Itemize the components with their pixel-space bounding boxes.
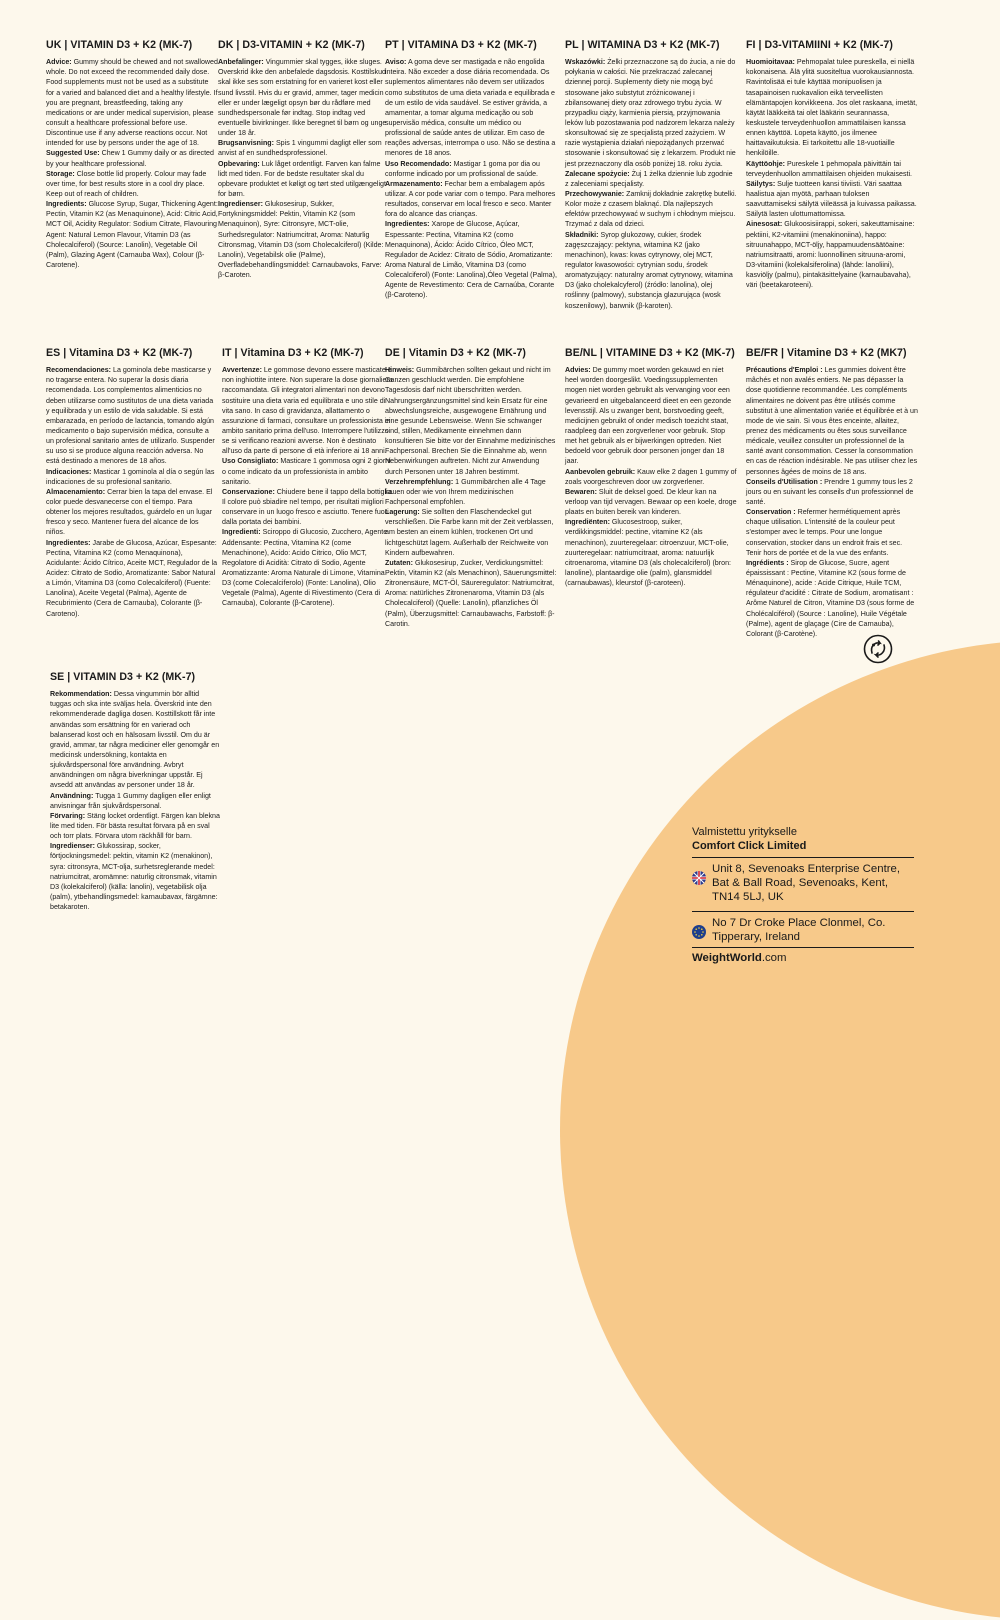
section-paragraph: Recomendaciones: La gominola debe masticarse y no tragarse entera. No superar la dosis diaria recomendada. Los complementos alimenticios no deben utilizarse como sustitutos de una dieta variada y equilibrada y un estilo de vida saludable. Si está embarazada, en período de lactancia, tomando algún medicamento o bajo supervisión médica, consulte a un profesional sanitario antes de utilizarlo. Suspender su uso si se produce alguna reacción adversa. No está destinado a menores de 18 años. (46, 366, 215, 466)
website[interactable]: WeightWorld.com (692, 947, 914, 965)
section-title: BE/FR | Vitamine D3 + K2 (MK7) (746, 347, 907, 359)
section-paragraph: Hinweis: Gummibärchen sollten gekaut und nicht im Ganzen geschluckt werden. Die empfohlene Tagesdosis darf nicht überschritten werden. Nahrungsergänzungsmittel sind kein Ersatz für eine abwechslungsreiche, ausgewogene Ernährung und eine gesunde Lebensweise. Wenn Sie schwanger sind, stillen, Medikamente einnehmen dann konsultieren Sie bitte vor der Einnahme medizinisches Fachpersonal. Brechen Sie die Einnahme ab, wenn Nebenwirkungen auftreten. Nicht zur Anwendung durch Personen unter 18 Jahren bestimmt. (385, 366, 556, 476)
uk-address: Unit 8, Sevenoaks Enterprise Centre, Bat & Ball Road, Sevenoaks, Kent, TN14 5LJ, UK (712, 862, 901, 904)
section-title: DK | D3-VITAMIN + K2 (MK-7) (218, 39, 365, 51)
section-paragraph: Ingredienser: Glukosesirup, Sukker, Fortykningsmiddel: Pektin, Vitamin K2 (som Menaquinon), Syre: Citronsyre, MCT-olie, Surhedsregulator: Natriumcitrat, Aroma: Naturlig Citronsmag, Vitamin D3 (som Cholecalciferol) (Kilde: Lanolin), Vegetabilsk olie (Palme), Overfladebehandlingsmiddel: Carnaubavoks, Farve: β-Caroten. (218, 200, 384, 280)
ie-address: No 7 Dr Croke Place Clonmel, Co. Tipperary, Ireland (712, 916, 886, 943)
section-paragraph: Förvaring: Stäng locket ordentligt. Färgen kan blekna lite med tiden. För bästa resultat förvara på en sval och torr plats. Förvara utom räckhåll för barn. (50, 811, 220, 841)
uk-address-row (692, 857, 914, 908)
section-paragraph: Conservazione: Chiudere bene il tappo della bottiglia. Il colore può sbiadire nel tempo, per risultati migliori conservare in un luogo fresco e asciutto. Tenere fuori dalla portata dei bambini. (222, 487, 394, 527)
section-pt (385, 38, 557, 301)
ie-address-row (692, 911, 914, 948)
section-title: PL | WITAMINA D3 + K2 (MK-7) (565, 39, 720, 51)
section-paragraph: Ingredientes: Jarabe de Glucosa, Azúcar, Espesante: Pectina, Vitamina K2 (como Menaquinona), Acidulante: Ácido Cítrico, Aceite MCT, Regulador de la Acidez: Citrato de Sodio, Aromatizante: Sabor Natural a Limón, Vitamina D3 (como Colecalciferol) (Fuente: Lanolina), Aceite Vegetal (Palma), Agente de Recubrimiento (Cera de Carnauba), Colorante (β-Caroteno). (46, 538, 218, 618)
section-paragraph: Conservation : Refermer hermétiquement après chaque utilisation. L'intensité de la couleur peut s'estomper avec le temps. Pour une longue conservation, stocker dans un endroit frais et sec. Tenir hors de portée et de la vue des enfants. (746, 508, 903, 557)
section-paragraph: Avvertenze: Le gommose devono essere masticate e non inghiottite intere. Non superare la dose giornaliera raccomandata. Gli integratori alimentari non devono sostituire una dieta varia ed equilibrata e uno stile di vita sano. In caso di gravidanza, allattamento o assunzione di farmaci, consultare un professionista in ambito sanitario prima dell'uso. Interrompere l'utilizzo se si verificano reazioni avverse. Non è destinato all'uso da parte di persone di età inferiore ai 18 anni. (222, 366, 393, 456)
section-paragraph: Składniki: Syrop glukozowy, cukier, środek zagęszczający: pektyna, witamina K2 (jako menachinon), kwas: kwas cytrynowy, olej MCT, regulator kwasowości: cytrynian sodu, środek aromatyzujący: naturalny aromat cytrynowy, witamina D3 (jako cholekalcyferol) (źródło: lanolina), olej roślinny (palmowy), substancja glazurująca (wosk koszenilowy), barwnik (β-karoten). (565, 230, 733, 310)
section-paragraph: Rekommendation: Dessa vingummin bör alltid tuggas och ska inte sväljas hela. Överskrid inte den rekommenderade dagliga dosen. Kosttillskott får inte användas som ersättning för en varierad och balanserad kost och en hälsosam livsstil. Om du är gravid, ammar, tar några mediciner eller genomgår en medicinsk undersökning, kontakta en sjukvårdspersonal före användning. Avbryt användningen om några biverkningar uppstår. Ej avsedd att användas av personer under 18 år. (50, 690, 220, 790)
section-paragraph: Säilytys: Sulje tuotteen kansi tiiviisti. Väri saattaa haalistua ajan myötä, parhaan tuloksen saavuttamiseksi säilytä viileässä ja kuivassa paikassa. Säilytä lasten ulottumattomissa. (746, 179, 917, 219)
section-paragraph: Zalecane spożycie: Żuj 1 żelka dziennie lub zgodnie z zaleceniami specjalisty. (565, 169, 733, 188)
section-title: FI | D3-VITAMIINI + K2 (MK-7) (746, 39, 893, 51)
section-paragraph: Ingredienser: Glukossirap, socker, förtjockningsmedel: pektin, vitamin K2 (menakinon), syra: citronsyra, MCT-olja, surhetsreglerande medel: natriumcitrat, aromämne: naturlig citronsmak, vitamin D3 (kolekalciferol) (källa: lanolin), vegetabilisk olja (palm), ytbehandlingsmedel: karnaubavax, färgämne: betakaroten. (50, 842, 218, 912)
section-paragraph: Ingredientes: Xarope de Glucose, Açúcar, Espessante: Pectina, Vitamina K2 (como Menaquinona), Ácido: Ácido Cítrico, Óleo MCT, Regulador de Acidez: Citrato de Sódio, Aromatizante: Aroma Natural de Limão, Vitamina D3 (como Colecalciferol) (Fonte: Lanolina),Óleo Vegetal (Palma), Agente de Revestimento: Cera de Carnaúba, Corante (β-Caroteno). (385, 220, 557, 300)
section-be-fr (746, 346, 918, 639)
section-paragraph: Przechowywanie: Zamknij dokładnie zakrętkę butelki. Kolor może z czasem blaknąć. Dla najlepszych efektów przechowywać w suchym i chłodnym miejscu. Trzymać z dala od dzieci. (565, 189, 737, 229)
section-title: ES | Vitamina D3 + K2 (MK-7) (46, 347, 193, 359)
orange-background-circle (560, 640, 1000, 1620)
section-paragraph: Almacenamiento: Cerrar bien la tapa del envase. El color puede desvanecerse con el tiempo. Para obtener los mejores resultados, guárdelo en un lugar fresco y seco. Mantener fuera del alcance de los niños. (46, 487, 213, 537)
section-paragraph: Ingrédients : Sirop de Glucose, Sucre, agent épaississant : Pectine, Vitamine K2 (sous forme de Ménaquinone), acide : Acide Citrique, Huile TCM, régulateur d'acidité : Citrate de Sodium, aromatisant : Arôme Naturel de Citron, Vitamine D3 (sous forme de Cholécalciférol) (Source : Lanoline), Huile Végétale (Palme), agent de glaçage (Cire de Carnauba), Colorant (β-Carotène). (746, 558, 915, 638)
section-paragraph: Verzehrempfehlung: 1 Gummibärchen alle 4 Tage kauen oder wie von Ihrem medizinischen Fachpersonal empfohlen. (385, 477, 546, 506)
section-title: IT | Vitamina D3 + K2 (MK-7) (222, 347, 364, 359)
section-paragraph: Ingredients: Glucose Syrup, Sugar, Thickening Agent: Pectin, Vitamin K2 (as Menaquinone), Acid: Citric Acid, MCT Oil, Acidity Regulator: Sodium Citrate, Flavouring Agent: Natural Lemon Flavour, Vitamin D3 (as Cholecalciferol) (Source: Lanolin), Vegetable Oil (Palm), Glazing Agent (Carnauba Wax), Colour (β-Carotene). (46, 200, 218, 269)
eu-flag-icon (692, 925, 706, 939)
section-paragraph: Armazenamento: Fechar bem a embalagem após utilizar. A cor pode variar com o tempo. Para melhores resultados, conservar em local fresco e seco. Manter fora do alcance das crianças. (385, 179, 556, 219)
section-paragraph: Storage: Close bottle lid properly. Colour may fade over time, for best results store in a cool dry place. Keep out of reach of children. (46, 169, 207, 198)
section-paragraph: Aanbevolen gebruik: Kauw elke 2 dagen 1 gummy of zoals voorgeschreven door uw zorgverlener. (565, 467, 737, 486)
section-paragraph: Précautions d'Emploi : Les gummies doivent être mâchés et non avalés entiers. Ne pas dépasser la dose quotidienne recommandée. Les compléments alimentaires ne doivent pas être utilisés comme substitut à une alimentation variée et équilibrée et à un mode de vie sain. Si vous êtes enceinte, allaitez, prenez des médicaments ou êtes sous surveillance médicale, veuillez consulter un professionnel de la santé avant consommation. Cesser la consommation en cas de réaction indésirable. Ne pas utiliser chez les personnes âgées de moins de 18 ans. (746, 366, 918, 476)
section-title: PT | VITAMINA D3 + K2 (MK-7) (385, 39, 537, 51)
section-paragraph: Ingredienti: Sciroppo di Glucosio, Zucchero, Agente Addensante: Pectina, Vitamina K2 (come Menachinone), Acido: Acido Citrico, Olio MCT, Regolatore di Acidità: Citrato di Sodio, Agente Aromatizzante: Aroma Naturale di Limone, Vitamina D3 (come Colecalciferolo) (Fonte: Lanolina), Olio Vegetale (Palma), Agente di Rivestimento (Cera di Carnauba), Colorante (β-Carotene). (222, 528, 388, 608)
section-pl (565, 38, 737, 311)
section-paragraph: Advice: Gummy should be chewed and not swallowed whole. Do not exceed the recommended daily dose. Food supplements must not be used as a substitute for a varied and balanced diet and a healthy lifestyle. If you are pregnant, breastfeeding, taking any medications or are under medical supervision, please consult a healthcare professional before use. Discontinue use if any adverse reactions occur. Not intended for use by persons under the age of 18. (46, 58, 218, 148)
section-paragraph: Användning: Tugga 1 Gummy dagligen eller enligt anvisningar från sjukvårdspersonal. (50, 791, 211, 810)
section-de (385, 346, 557, 629)
section-uk (46, 38, 218, 270)
section-be-nl (565, 346, 737, 588)
section-paragraph: Aviso: A goma deve ser mastigada e não engolida inteira. Não exceder a dose diária recomendada. Os suplementos alimentares não devem ser utilizados como substitutos de uma dieta variada e equilibrada e de um estilo de vida saudável. Se estiver grávida, a amamentar, a tomar alguma medicação ou sob supervisão médica, consulte um médico ou profissional de saúde antes de utilizar. Em caso de reações adversas, interrompa o uso. Não se destina a menores de 18 anos. (385, 58, 556, 158)
manufactured-for-label: Valmistettu yritykselle (692, 826, 797, 838)
section-es (46, 346, 218, 619)
company-info (692, 826, 914, 966)
section-paragraph: Uso Recomendado: Mastigar 1 goma por dia ou conforme indicado por um profissional de saúde. (385, 159, 540, 178)
section-paragraph: Huomioitavaa: Pehmopalat tulee pureskella, ei niellä kokonaisena. Älä ylitä suositeltua vuorokausiannosta. Ravintolisää ei tule käyttää monipuolisen ja tasapainoisen ruokavalion eikä terveellisten elämäntapojen korvikkeena. Jos olet raskaana, imetät, käytät lääkkeitä tai olet lääkärin seurannassa, keskustele terveydenhuollon ammattilaisen kanssa ennen käyttöä. Lopeta käyttö, jos ilmenee haittavaikutuksia. Ei tarkoitettu alle 18-vuotiaille henkilöille. (746, 58, 918, 158)
section-dk (218, 38, 390, 280)
section-it (222, 346, 394, 609)
section-paragraph: Käyttöohje: Pureskele 1 pehmopala päivittäin tai terveydenhuollon ammattilaisen ohjeiden mukaisesti. (746, 159, 913, 178)
section-paragraph: Lagerung: Sie sollten den Flaschendeckel gut verschließen. Die Farbe kann mit der Zeit verblassen, am besten an einem kühlen, trockenen Ort und lichtgeschützt lagern. Außerhalb der Reichweite von Kindern aufbewahren. (385, 508, 554, 557)
section-title: DE | Vitamin D3 + K2 (MK-7) (385, 347, 526, 359)
section-paragraph: Ainesosat: Glukoosisiirappi, sokeri, sakeuttamisaine: pektiini, K2-vitamiini (menakinoniina), happo: sitruunahappo, MCT-öljy, happamuudensäätöaine: natriumsitraatti, aromi: luonnollinen sitruuna-aromi, D3-vitamiini (kolekalsiferolina) (lähde: lanoliini), kasviöljy (palmu), pintakäsittelyaine (karnaubavaha), väri (beetakaroteeni). (746, 220, 915, 290)
section-paragraph: Suggested Use: Chew 1 Gummy daily or as directed by your healthcare professional. (46, 149, 214, 168)
section-paragraph: Bewaren: Sluit de deksel goed. De kleur kan na verloop van tijd vervagen. Bewaar op een koele, droge plaats en buiten bereik van kinderen. (565, 487, 737, 517)
section-title: SE | VITAMIN D3 + K2 (MK-7) (50, 671, 196, 683)
section-title: BE/NL | VITAMINE D3 + K2 (MK-7) (565, 347, 735, 359)
section-paragraph: Brugsanvisning: Spis 1 vingummi dagligt eller som anvist af en sundhedsprofessionel. (218, 139, 382, 158)
section-paragraph: Anbefalinger: Vingummier skal tygges, ikke sluges. Overskrid ikke den anbefalede dagsdosis. Kosttilskud skal ikke ses som erstatning for en varieret kost eller sund livsstil. Hvis du er gravid, ammer, tager medicin eller er under lægeligt opsyn bør du rådføre med sundhedspersonale før indtag. Stop indtag ved eventuelle bivirkninger. Ikke beregnet til børn og unge under 18 år. (218, 58, 387, 138)
section-paragraph: Uso Consigliato: Masticare 1 gommosa ogni 2 giorni o come indicato da un professionista in ambito sanitario. (222, 457, 391, 486)
uk-flag-icon (692, 871, 706, 885)
section-paragraph: Ingrediënten: Glucosestroop, suiker, verdikkingsmiddel: pectine, vitamine K2 (als menachinon), zuurteregelaar: citroenzuur, MCT-olie, zuurteregelaar: natriumcitraat, aroma: natuurlijk citroenaroma, vitamine D3 (als cholecalciferol) (bron: lanoline), plantaardige olie (palm), glansmiddel (carnaubawas), kleurstof (β-caroteen). (565, 518, 731, 588)
section-paragraph: Wskazówki: Żelki przeznaczone są do żucia, a nie do połykania w całości. Nie przekraczać zalecanej dziennej porcji. Suplementy diety nie mogą być stosowane jako substytut zróżnicowanej i zbilansowanej diety oraz zdrowego trybu życia. W przypadku ciąży, karmienia piersią, przyjmowania leków lub pozostawania pod nadzorem lekarza należy skonsultować się ze specjalistą przed zażyciem. W razie wystąpienia działań niepożądanych przerwać stosowanie i skonsultować się z lekarzem. Produkt nie jest przeznaczony dla osób poniżej 18. roku życia. (565, 58, 736, 168)
section-paragraph: Zutaten: Glukosesirup, Zucker, Verdickungsmittel: Pektin, Vitamin K2 (als Menachinon), Säuerungsmittel: Zitronensäure, MCT-Öl, Säureregulator: Natriumcitrat, Aroma: natürliches Zitronenaroma, Vitamin D3 (als Cholecalciferol) (Quelle: Lanolin), pflanzliches Öl (Palm), Überzugsmittel: Carnaubawachs, Farbstoff: β-Carotin. (385, 558, 557, 628)
section-fi (746, 38, 918, 290)
recycle-icon (863, 634, 893, 664)
section-title: UK | VITAMIN D3 + K2 (MK-7) (46, 39, 193, 51)
section-paragraph: Indicaciones: Masticar 1 gominola al día o según las indicaciones de su profesional sanitario. (46, 467, 215, 486)
section-paragraph: Advies: De gummy moet worden gekauwd en niet heel worden doorgeslikt. Voedingssupplementen mogen niet worden gebruikt als vervanging voor een gevarieerd en uitgebalanceerd dieet en een gezonde levensstijl. Als u zwanger bent, borstvoeding geeft, medicijnen gebruikt of onder medisch toezicht staat, raadpleeg dan een zorgverlener voor gebruik. Stop met het gebruik als er bijwerkingen optreden. Niet bedoeld voor gebruik door personen jonger dan 18 jaar. (565, 366, 732, 466)
section-paragraph: Conseils d'Utilisation : Prendre 1 gummy tous les 2 jours ou en suivant les conseils d'un professionnel de santé. (746, 477, 914, 506)
company-name: Comfort Click Limited (692, 839, 807, 852)
section-se (50, 670, 222, 912)
section-paragraph: Opbevaring: Luk låget ordentligt. Farven kan falme lidt med tiden. For de bedste resultater skal du opbevare produktet et køligt og tørt sted utilgængeligt for børn. (218, 159, 386, 198)
